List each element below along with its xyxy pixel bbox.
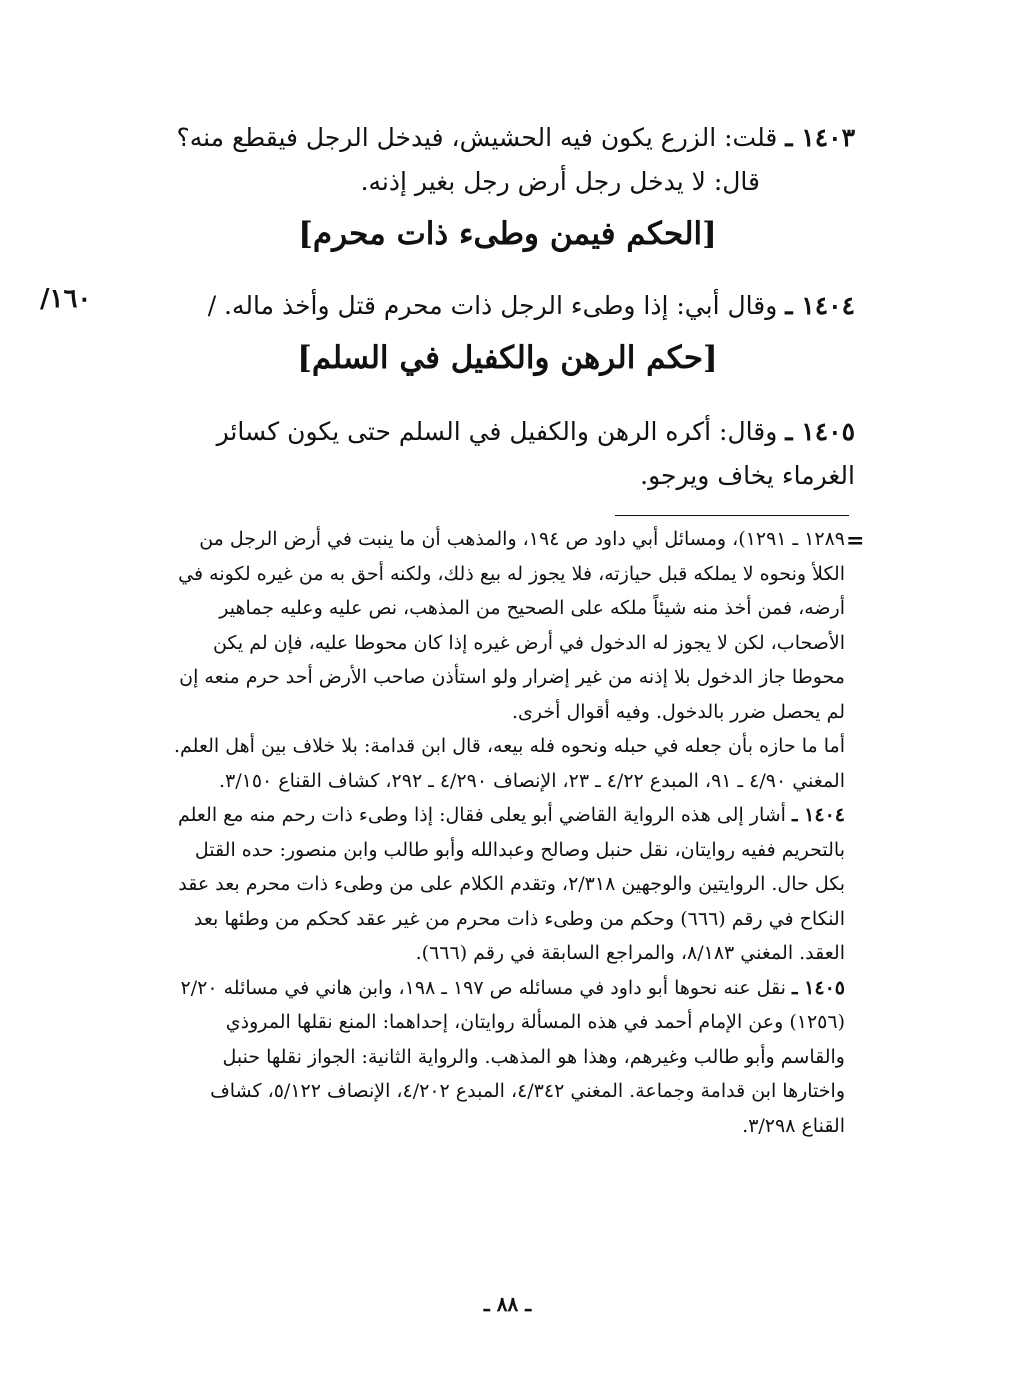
entry-line	[145, 116, 855, 160]
footnote-1404	[165, 798, 845, 971]
entry-1404	[145, 284, 855, 328]
margin-page-reference: ١٦٠/	[40, 284, 92, 314]
entry-text: قلت: الزرع يكون فيه الحشيش، فيدخل الرجل فيقطع منه؟	[176, 123, 778, 152]
footnote-separator	[615, 515, 849, 516]
footnote-text: أشار إلى هذه الرواية القاضي أبو يعلى فقال: إذا وطىء ذات رحم منه مع العلم بالتحريم ففيه روايتان، نقل حنبل وصالح وعبدالله وأبو طالب وابن منصور: حده القتل بكل حال. الروايتين والوجهين ٢/٣١٨، وتقدم الكلام على من وطىء ذات محرم بعد عقد النكاح في رقم (٦٦٦) وحكم من وطىء ذات محرم من غير عقد كحكم من وطئها بعد العقد. المغني ٨/١٨٣، والمراجع السابقة في رقم (٦٦٦).	[177, 804, 845, 964]
entry-line	[145, 284, 855, 328]
footnote-text: ١٢٨٩ ـ ١٢٩١)، ومسائل أبي داود ص ١٩٤، والمذهب أن ما ينبت في أرض الرجل من الكلأ ونحوه لا يملكه قبل حيازته، فلا يجوز له بيع ذلك، ولكنه أحق به من غيره لكونه في أرضه، فمن أخذ منه شيئاً ملكه على الصحيح من المذهب، نص عليه وعليه جماهير الأصحاب، لكن لا يجوز له الدخول في أرض غيره إذا كان محوطا عليه، فإن لم يكن محوطا جاز الدخول بلا إذنه من غير إضرار ولو استأذن صاحب الأرض أحد حرم منعه إن لم يحصل ضرر بالدخول. وفيه أقوال أخرى.	[178, 528, 845, 723]
page-number: ـ ٨٨ ـ	[483, 1292, 532, 1316]
footnote-number: ١٤٠٤ ـ	[791, 804, 845, 826]
section-heading: [حكم الرهن والكفيل في السلم]	[297, 340, 718, 376]
entry-1403	[145, 116, 855, 204]
section-heading: [الحكم فيمن وطىء ذات محرم]	[298, 216, 717, 252]
footnote-text: نقل عنه نحوها أبو داود في مسائله ص ١٩٧ ـ ١٩٨، وابن هاني في مسائله ٢/٢٠ (١٢٥٦) وعن الإمام أحمد في هذه المسألة روايتان، إحداهما: المنع نقلها المروذي والقاسم وأبو طالب وغيرهم، وهذا هو المذهب. والرواية الثانية: الجواز نقلها حنبل واختارها ابن قدامة وجماعة. المغني ٤/٣٤٢، المبدع ٤/٢٠٢، الإنصاف ٥/١٢٢، كشاف القناع ٣/٢٩٨.	[180, 976, 845, 1137]
entry-number: ١٤٠٥ ـ	[785, 417, 855, 446]
entry-text: وقال: أكره الرهن والكفيل في السلم حتى يكون كسائر الغرماء يخاف ويرجو.	[216, 417, 855, 490]
footnote-number: ١٤٠٥ ـ	[791, 976, 845, 999]
footnotes	[165, 522, 845, 1143]
entry-line	[145, 410, 855, 498]
entry-number: ١٤٠٣ ـ	[785, 123, 855, 152]
footnote-text: أما ما حازه بأن جعله في حبله ونحوه فله بيعه، قال ابن قدامة: بلا خلاف بين أهل العلم. المغني ٤/٩٠ ـ ٩١، المبدع ٤/٢٢ ـ ٢٣، الإنصاف ٤/٢٩٠ ـ ٢٩٢، كشاف القناع ٣/١٥٠.	[174, 735, 845, 792]
entry-text-continued: قال: لا يدخل رجل أرض رجل بغير إذنه.	[360, 167, 760, 196]
entry-number: ١٤٠٤ ـ	[785, 291, 855, 320]
footnote	[165, 522, 845, 729]
continuation-mark: =	[846, 528, 865, 554]
entry-text: وقال أبي: إذا وطىء الرجل ذات محرم قتل وأخذ ماله. /	[207, 291, 778, 320]
footnote	[165, 729, 845, 798]
entry-line	[145, 160, 855, 204]
footnote-1405	[165, 971, 845, 1144]
entry-1405	[145, 410, 855, 498]
